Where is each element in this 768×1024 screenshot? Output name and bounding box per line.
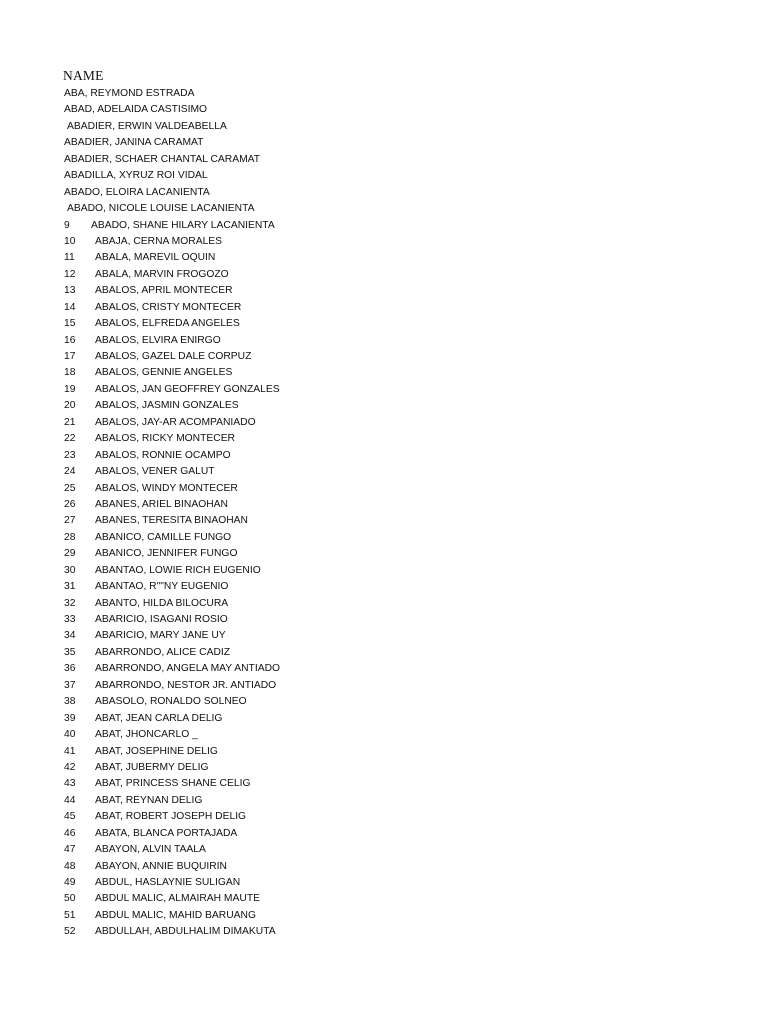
person-name: ABAT, ROBERT JOSEPH DELIG (95, 811, 247, 823)
person-name: ABALOS, VENER GALUT (95, 466, 215, 478)
row-number: 20 (64, 400, 76, 412)
person-name: ABADO, SHANE HILARY LACANIENTA (91, 219, 275, 231)
person-name: ABANICO, CAMILLE FUNGO (95, 531, 232, 543)
list-item (64, 727, 724, 743)
row-number: 34 (64, 630, 76, 642)
list-item (64, 415, 724, 431)
person-name: ABALOS, JAN GEOFFREY GONZALES (95, 383, 280, 395)
person-name: ABARICIO, MARY JANE UY (95, 630, 226, 642)
person-name: ABAJA, CERNA MORALES (95, 235, 223, 247)
person-name: ABARRONDO, ALICE CADIZ (95, 646, 231, 658)
person-name: ABALOS, ELFREDA ANGELES (95, 318, 240, 330)
list-item (64, 628, 724, 644)
list-item (64, 497, 724, 513)
row-number: 23 (64, 449, 76, 461)
list-item (64, 612, 724, 628)
list-item (64, 431, 724, 447)
list-item (64, 875, 724, 891)
person-name: ABALOS, RICKY MONTECER (95, 433, 235, 445)
list-item (64, 300, 724, 316)
list-item (64, 826, 724, 842)
list-item (64, 859, 724, 875)
row-number: 47 (64, 844, 76, 856)
list-item (64, 119, 724, 135)
list-item (64, 152, 724, 168)
person-name: ABADIER, JANINA CARAMAT (64, 137, 204, 149)
list-item (64, 267, 724, 283)
row-number: 21 (64, 416, 76, 428)
person-name: ABADILLA, XYRUZ ROI VIDAL (64, 170, 208, 182)
person-name: ABALA, MAREVIL OQUIN (95, 252, 216, 264)
row-number: 11 (64, 252, 75, 264)
row-number: 36 (64, 663, 76, 675)
list-item (64, 678, 724, 694)
person-name: ABAYON, ANNIE BUQUIRIN (95, 860, 227, 872)
row-number: 35 (64, 646, 76, 658)
list-item (64, 661, 724, 677)
person-name: ABAT, REYNAN DELIG (95, 794, 203, 806)
list-item (64, 382, 724, 398)
row-number: 50 (64, 893, 76, 905)
list-item (64, 711, 724, 727)
person-name: ABAT, JHONCARLO _ (95, 729, 198, 741)
list-item (64, 448, 724, 464)
list-item (64, 250, 724, 266)
person-name: ABALOS, GAZEL DALE CORPUZ (95, 351, 252, 362)
person-name: ABADO, NICOLE LOUISE LACANIENTA (67, 203, 255, 215)
person-name: ABDUL, HASLAYNIE SULIGAN (95, 877, 241, 888)
row-number: 13 (64, 285, 76, 297)
list-item (64, 645, 724, 661)
row-number: 49 (64, 877, 76, 888)
person-name: ABDUL MALIC, MAHID BARUANG (95, 909, 256, 921)
person-name: ABAT, JUBERMY DELIG (95, 761, 209, 773)
list-item (64, 234, 724, 250)
person-name: ABARICIO, ISAGANI ROSIO (95, 614, 228, 625)
row-number: 37 (64, 679, 76, 691)
row-number: 28 (64, 531, 76, 543)
list-item (64, 86, 724, 102)
list-item (64, 776, 724, 792)
person-name: ABADO, ELOIRA LACANIENTA (64, 186, 210, 198)
person-name: ABALOS, JASMIN GONZALES (95, 400, 239, 412)
person-name: ABDUL MALIC, ALMAIRAH MAUTE (95, 893, 260, 905)
list-item (64, 809, 724, 825)
person-name: ABDULLAH, ABDULHALIM DIMAKUTA (95, 926, 276, 938)
list-item (64, 924, 724, 940)
row-number: 10 (64, 235, 76, 247)
person-name: ABALOS, APRIL MONTECER (95, 285, 233, 297)
person-name: ABAT, PRINCESS SHANE CELIG (95, 778, 251, 790)
list-item (64, 744, 724, 760)
list-item (64, 793, 724, 809)
row-number: 19 (64, 383, 76, 395)
person-name: ABADIER, SCHAER CHANTAL CARAMAT (64, 153, 261, 165)
row-number: 18 (64, 367, 76, 379)
name-list (64, 86, 724, 941)
person-name: ABALA, MARVIN FROGOZO (95, 268, 229, 280)
list-item (64, 168, 724, 184)
person-name: ABAT, JEAN CARLA DELIG (95, 712, 223, 724)
row-number: 33 (64, 614, 76, 625)
list-item (64, 102, 724, 118)
row-number: 22 (64, 433, 76, 445)
row-number: 39 (64, 712, 76, 724)
row-number: 9 (64, 219, 70, 231)
list-item (64, 563, 724, 579)
row-number: 15 (64, 318, 76, 330)
row-number: 45 (64, 811, 76, 823)
row-number: 40 (64, 729, 76, 741)
person-name: ABALOS, ELVIRA ENIRGO (95, 334, 221, 346)
person-name: ABANES, TERESITA BINAOHAN (95, 515, 248, 527)
row-number: 48 (64, 860, 76, 872)
row-number: 24 (64, 466, 76, 478)
person-name: ABALOS, WINDY MONTECER (95, 482, 238, 494)
person-name: ABARRONDO, NESTOR JR. ANTIADO (95, 679, 277, 691)
row-number: 30 (64, 564, 76, 576)
list-item (64, 283, 724, 299)
row-number: 25 (64, 482, 76, 494)
list-item (64, 908, 724, 924)
person-name: ABALOS, JAY-AR ACOMPANIADO (95, 416, 256, 428)
list-item (64, 349, 724, 365)
list-item (64, 185, 724, 201)
list-item (64, 333, 724, 349)
person-name: ABARRONDO, ANGELA MAY ANTIADO (95, 663, 281, 675)
row-number: 38 (64, 696, 76, 708)
list-item (64, 596, 724, 612)
row-number: 42 (64, 761, 76, 773)
person-name: ABALOS, RONNIE OCAMPO (95, 449, 231, 461)
list-item (64, 546, 724, 562)
row-number: 32 (64, 597, 76, 609)
person-name: ABAD, ADELAIDA CASTISIMO (64, 104, 208, 116)
row-number: 51 (64, 909, 76, 921)
row-number: 12 (64, 268, 76, 280)
row-number: 16 (64, 334, 76, 346)
person-name: ABAYON, ALVIN TAALA (95, 844, 206, 856)
row-number: 17 (64, 351, 76, 362)
person-name: ABAT, JOSEPHINE DELIG (95, 745, 218, 757)
list-item (64, 135, 724, 151)
list-item (64, 365, 724, 381)
list-item (64, 760, 724, 776)
row-number: 26 (64, 498, 76, 510)
person-name: ABASOLO, RONALDO SOLNEO (95, 696, 247, 708)
list-item (64, 513, 724, 529)
list-item (64, 481, 724, 497)
row-number: 46 (64, 827, 76, 839)
row-number: 14 (64, 301, 76, 313)
list-item (64, 891, 724, 907)
row-number: 31 (64, 581, 76, 593)
list-item (64, 842, 724, 858)
person-name: ABANES, ARIEL BINAOHAN (95, 498, 228, 510)
list-item (64, 694, 724, 710)
row-number: 41 (64, 745, 76, 757)
row-number: 44 (64, 794, 76, 806)
list-item (64, 316, 724, 332)
person-name: ABANTAO, LOWIE RICH EUGENIO (95, 564, 261, 576)
list-item (64, 530, 724, 546)
person-name: ABATA, BLANCA PORTAJADA (95, 827, 238, 839)
row-number: 52 (64, 926, 76, 938)
column-header-name: NAME (63, 68, 104, 83)
person-name: ABA, REYMOND ESTRADA (64, 88, 195, 99)
row-number: 27 (64, 515, 76, 527)
person-name: ABANTAO, R""NY EUGENIO (95, 581, 229, 593)
person-name: ABALOS, GENNIE ANGELES (95, 367, 233, 379)
row-number: 29 (64, 548, 76, 560)
person-name: ABADIER, ERWIN VALDEABELLA (67, 120, 227, 132)
person-name: ABALOS, CRISTY MONTECER (95, 301, 242, 313)
person-name: ABANTO, HILDA BILOCURA (95, 597, 229, 609)
list-item (64, 579, 724, 595)
list-item (64, 398, 724, 414)
list-item (64, 201, 724, 217)
person-name: ABANICO, JENNIFER FUNGO (95, 548, 238, 560)
row-number: 43 (64, 778, 76, 790)
list-item (64, 464, 724, 480)
list-item (64, 218, 724, 234)
